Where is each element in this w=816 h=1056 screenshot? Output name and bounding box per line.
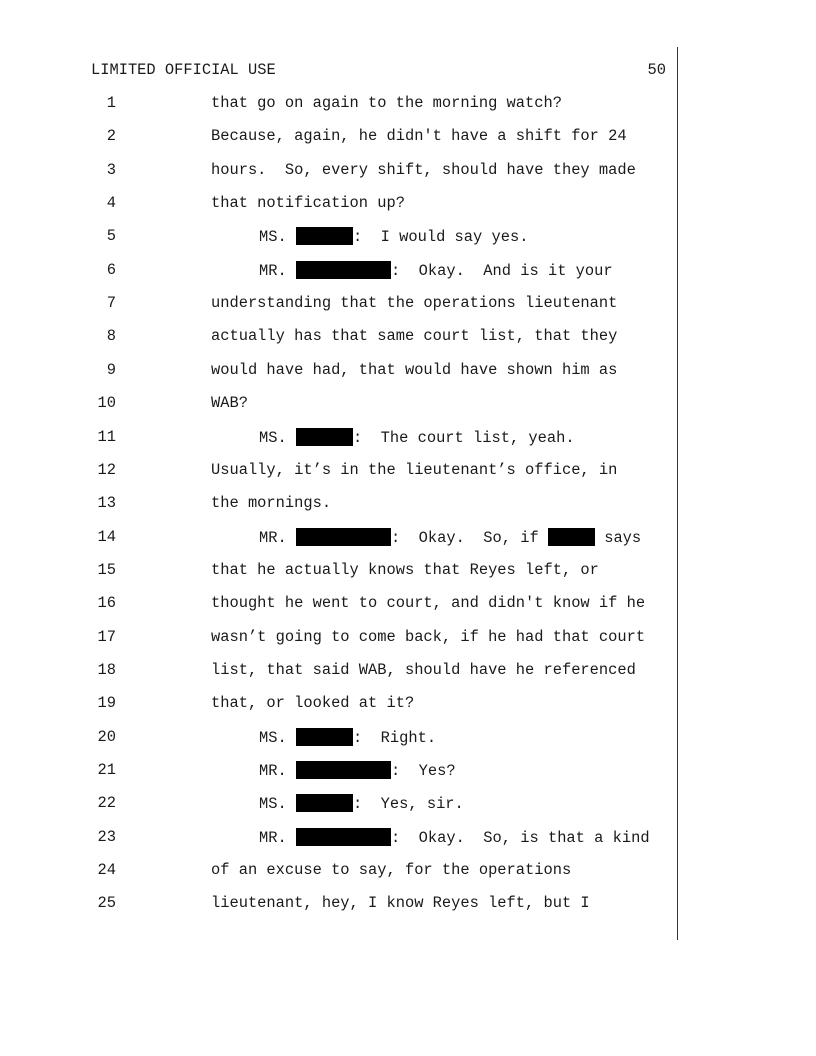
line-text xyxy=(211,461,617,479)
line-number: 22 xyxy=(97,794,116,813)
line-number: 18 xyxy=(97,660,116,679)
text-segment: MS. xyxy=(259,795,296,814)
redaction-block xyxy=(296,728,353,746)
line-text xyxy=(211,394,248,412)
line-text xyxy=(211,561,599,579)
redaction-block xyxy=(296,428,353,446)
text-segment: MS. xyxy=(259,428,296,447)
transcript-line xyxy=(0,161,816,183)
line-number: 10 xyxy=(97,394,116,413)
transcript-line xyxy=(0,94,816,116)
redaction-block xyxy=(296,794,353,812)
text-segment: that notification up? xyxy=(211,194,405,213)
line-text xyxy=(259,728,436,747)
text-segment: that he actually knows that Reyes left, or xyxy=(211,560,599,579)
text-segment: : Okay. So, if xyxy=(390,528,548,547)
redaction-block xyxy=(296,261,391,279)
line-text xyxy=(211,161,636,179)
transcript-line xyxy=(0,628,816,650)
transcript-line xyxy=(0,694,816,716)
transcript-line xyxy=(0,428,816,450)
text-segment: the mornings. xyxy=(211,494,332,513)
line-number: 5 xyxy=(106,227,116,246)
line-text xyxy=(211,694,414,712)
transcript-line xyxy=(0,728,816,750)
text-segment: that go on again to the morning watch? xyxy=(211,94,562,112)
text-segment: MS. xyxy=(259,728,296,747)
line-text xyxy=(211,628,645,646)
line-number: 20 xyxy=(97,727,116,746)
line-text xyxy=(259,227,528,246)
text-segment: WAB? xyxy=(211,394,248,413)
text-segment: MR. xyxy=(259,528,296,547)
text-segment: actually has that same court list, that they xyxy=(211,327,618,346)
line-text xyxy=(259,261,613,280)
transcript-line xyxy=(0,594,816,616)
line-number: 4 xyxy=(106,194,116,213)
line-number: 19 xyxy=(97,694,116,713)
line-text xyxy=(211,894,590,912)
transcript-line xyxy=(0,261,816,283)
transcript-line xyxy=(0,561,816,583)
line-number: 11 xyxy=(97,427,116,446)
line-text xyxy=(211,594,645,612)
transcript-line xyxy=(0,761,816,783)
line-number: 21 xyxy=(97,761,116,779)
line-number: 14 xyxy=(97,527,116,546)
line-number: 16 xyxy=(97,594,116,613)
line-text xyxy=(259,528,641,547)
line-text xyxy=(211,494,331,512)
text-segment: that, or looked at it? xyxy=(211,694,415,713)
line-number: 25 xyxy=(97,894,116,913)
text-segment: : Yes, sir. xyxy=(352,795,464,814)
page-number: 50 xyxy=(647,61,666,79)
line-text xyxy=(259,428,575,447)
text-segment: MR. xyxy=(259,261,296,280)
page-header-classification: LIMITED OFFICIAL USE xyxy=(91,61,276,79)
transcript-line xyxy=(0,127,816,149)
text-segment: MR. xyxy=(259,828,296,847)
line-text xyxy=(211,361,617,379)
redaction-block xyxy=(296,828,391,846)
line-text xyxy=(211,861,571,879)
transcript-line xyxy=(0,327,816,349)
transcript-line xyxy=(0,227,816,249)
text-segment: Usually, it’s in the lieutenant’s office, in xyxy=(211,460,618,479)
line-text xyxy=(211,661,636,679)
transcript-line xyxy=(0,894,816,916)
text-segment: lieutenant, hey, I know Reyes left, but I xyxy=(211,894,590,913)
line-text xyxy=(259,828,650,847)
redaction-block xyxy=(296,227,353,245)
text-segment: of an excuse to say, for the operations xyxy=(211,861,572,880)
line-text xyxy=(211,194,405,212)
text-segment: : The court list, yeah. xyxy=(352,428,575,447)
line-number: 8 xyxy=(106,327,116,346)
line-number: 2 xyxy=(106,127,116,146)
transcript-line xyxy=(0,361,816,383)
transcript-line xyxy=(0,194,816,216)
line-number: 17 xyxy=(97,627,116,646)
transcript-line xyxy=(0,661,816,683)
redaction-block xyxy=(296,761,391,779)
line-number: 15 xyxy=(97,560,116,579)
text-segment: : Okay. So, is that a kind xyxy=(390,828,650,847)
line-text xyxy=(259,794,464,813)
text-segment: : I would say yes. xyxy=(352,228,529,247)
line-number: 1 xyxy=(106,94,116,112)
transcript-line xyxy=(0,794,816,816)
text-segment: hours. So, every shift, should have they made xyxy=(211,160,636,179)
text-segment: list, that said WAB, should have he referenced xyxy=(211,660,636,679)
transcript-line xyxy=(0,494,816,516)
line-number: 3 xyxy=(106,160,116,179)
text-segment: : Yes? xyxy=(390,762,456,780)
redaction-block xyxy=(548,528,595,546)
line-number: 24 xyxy=(97,861,116,880)
text-segment: would have had, that would have shown him as xyxy=(211,360,618,379)
transcript-line xyxy=(0,528,816,550)
text-segment: MR. xyxy=(259,762,296,780)
text-segment: : Right. xyxy=(352,728,437,747)
text-segment: Because, again, he didn't have a shift for 24 xyxy=(211,127,627,146)
transcript-line xyxy=(0,294,816,316)
text-segment: wasn’t going to come back, if he had that court xyxy=(211,627,646,646)
line-text xyxy=(211,127,627,145)
text-segment: : Okay. And is it your xyxy=(390,261,613,280)
text-segment: says xyxy=(594,528,642,547)
transcript-line xyxy=(0,461,816,483)
line-text xyxy=(211,294,617,312)
text-segment: thought he went to court, and didn't know if he xyxy=(211,594,646,613)
redaction-block xyxy=(296,528,391,546)
transcript-line xyxy=(0,394,816,416)
line-text xyxy=(211,94,562,112)
line-number: 13 xyxy=(97,494,116,513)
line-text xyxy=(211,327,617,345)
text-segment: MS. xyxy=(259,228,296,247)
transcript-line xyxy=(0,828,816,850)
line-number: 6 xyxy=(106,260,116,279)
line-number: 9 xyxy=(106,360,116,379)
line-number: 12 xyxy=(97,460,116,479)
line-text xyxy=(259,761,456,780)
text-segment: understanding that the operations lieutenant xyxy=(211,294,618,313)
line-number: 7 xyxy=(106,294,116,313)
line-number: 23 xyxy=(97,827,116,846)
transcript-line xyxy=(0,861,816,883)
